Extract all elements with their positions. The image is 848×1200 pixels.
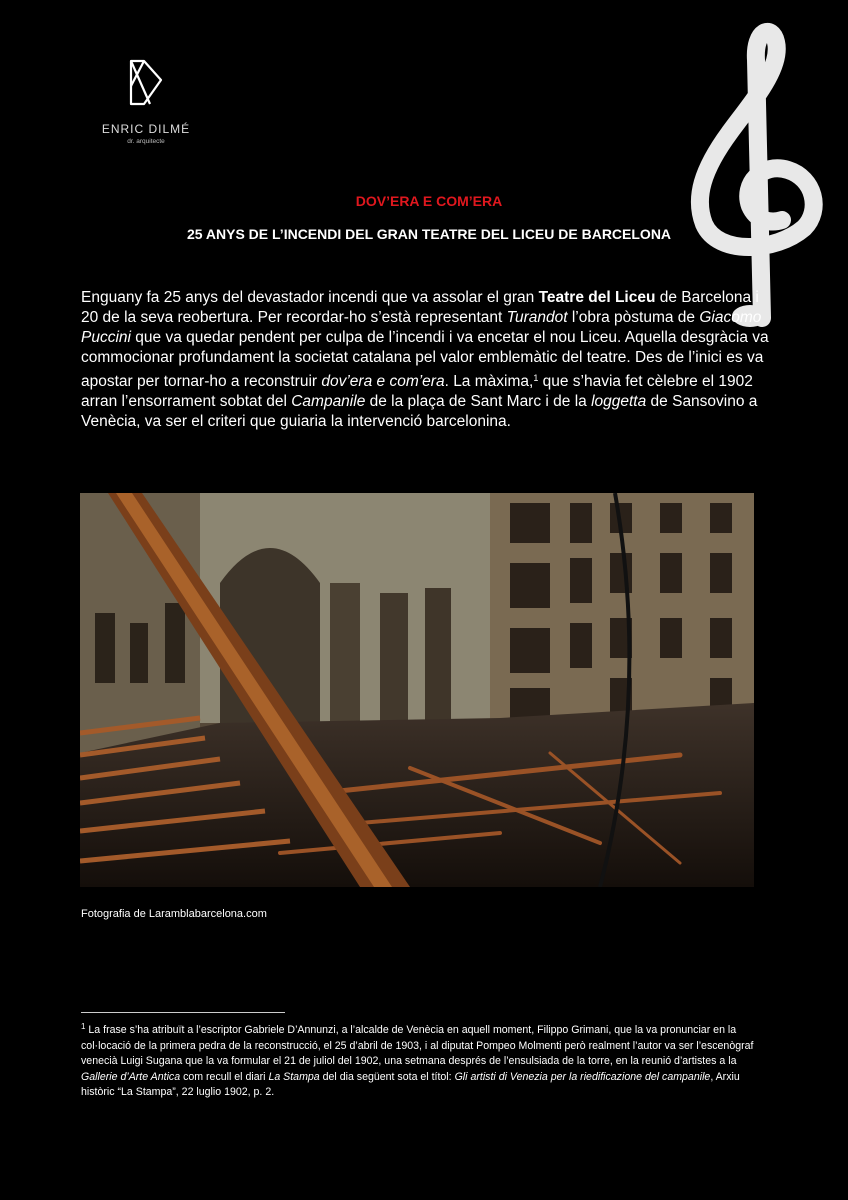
intro-text: que va quedar pendent per culpa de l’incendi i va encetar el nou Liceu. Aquella desgràcia va commocionar profundament la societat catalana pel valor emblemàtic del teatre. Des de l’inici es va apostar per tornar-ho a reconstruir — [81, 329, 769, 390]
footnote-ref: 1 — [533, 373, 539, 383]
intro-bold-teatre: Teatre del Liceu — [538, 289, 656, 306]
intro-text: de Barcelona i 20 de la seva reobertura. Per recordar-ho s’està representant — [81, 289, 759, 326]
footnote-text: del dia següent sota el títol: — [319, 1070, 455, 1083]
intro-text: . La màxima, — [444, 373, 534, 390]
footnote-text: La frase s’ha atribuït a l’escriptor Gabriele D’Annunzi, a l’alcalde de Venècia en aquell moment, Filippo Grimani, que la va pronunciar en la col·locació de la primera pedra de la reconstrucció, el 25 d’abril de 1903, i al diputat Pompeo Molmenti però realment l’autor va ser l’escenògraf venecià Luigi Sugana que la va formular el 21 de juliol del 1902, una setmana després de l’ensulsiada de la torre, en la reunió d’artistes a la — [81, 1024, 754, 1067]
footnote-text: com recull el diari — [180, 1070, 269, 1083]
intro-italic-motto: dov’era e com’era — [321, 373, 445, 390]
footnote-divider — [81, 1012, 285, 1013]
brand-subtitle: dr. arquitecte — [127, 138, 165, 145]
intro-text: l’obra pòstuma de — [567, 309, 700, 326]
intro-italic-turandot: Turandot — [506, 309, 568, 326]
article-kicker: DOV’ERA E COM’ERA — [355, 193, 503, 209]
intro-text: Enguany fa 25 anys del devastador incendi que va assolar el gran — [81, 289, 539, 306]
intro-italic-puccini: Giacomo Puccini — [81, 309, 762, 346]
footnote-number: 1 — [81, 1022, 86, 1031]
intro-text: de Sansovino a Venècia, va ser el criteri que guiaria la intervenció barcelonina. — [81, 393, 758, 430]
footnote-italic: Gallerie d’Arte Antica — [81, 1070, 181, 1083]
footnote-italic: La Stampa — [268, 1070, 320, 1083]
photo-caption: Fotografia de Laramblabarcelona.com — [81, 908, 267, 920]
intro-italic-campanile: Campanile — [291, 393, 366, 410]
footnote-italic: Gli artisti di Venezia per la riedificazione del campanile — [454, 1070, 711, 1083]
fire-damage-photo — [80, 493, 754, 887]
brand-name: ENRIC DILMÉ — [101, 122, 191, 136]
footnote-text: , Arxiu històric “La Stampa”, 22 luglio 1902, p. 2. — [81, 1070, 740, 1098]
article-title: 25 ANYS DE L’INCENDI DEL GRAN TEATRE DEL LICEU DE BARCELONA — [186, 226, 672, 242]
intro-text: de la plaça de Sant Marc i de la — [365, 393, 592, 410]
footnote — [81, 1019, 761, 1101]
logo-mark-icon — [128, 58, 164, 108]
intro-italic-loggetta: loggetta — [591, 393, 647, 410]
intro-paragraph — [81, 288, 771, 432]
brand-logo — [96, 58, 196, 145]
intro-text: que s’havia fet cèlebre el 1902 arran l’ensorrament sobtat del — [81, 373, 753, 410]
